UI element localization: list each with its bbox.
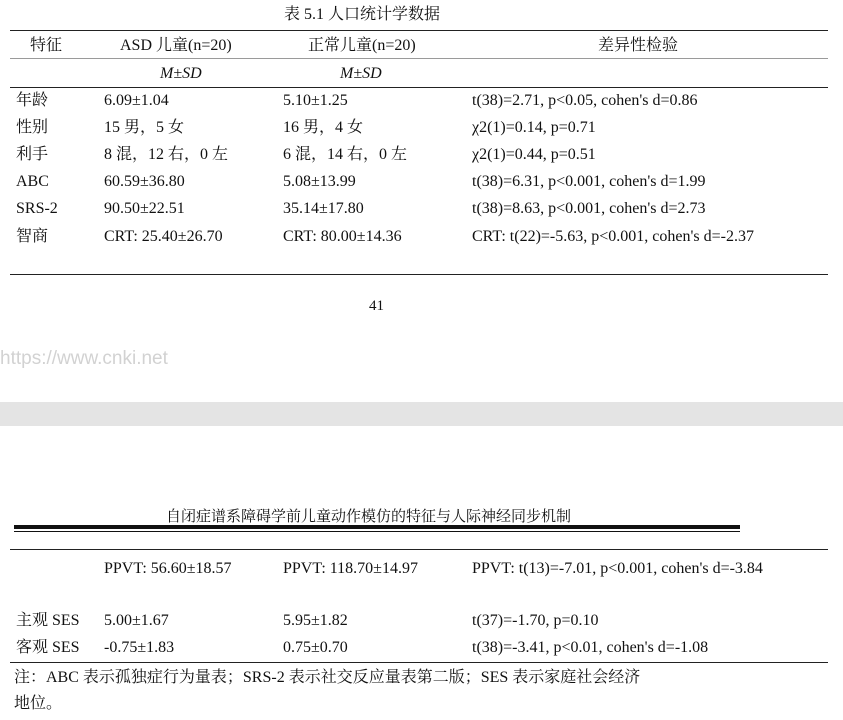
cell-asd: -0.75±1.83 (104, 639, 175, 656)
table-caption: 表 5.1 人口统计学数据 (284, 6, 441, 23)
cell-test: t(38)=2.71, p<0.05, cohen's d=0.86 (472, 92, 698, 109)
running-header: 自闭症谱系障碍学前儿童动作模仿的特征与人际神经同步机制 (166, 509, 572, 525)
cell-feature: ABC (16, 173, 49, 190)
cell-test: t(38)=-3.41, p<0.01, cohen's d=-1.08 (472, 639, 709, 656)
cell-test: CRT: t(22)=-5.63, p<0.001, cohen's d=-2.37 (472, 228, 754, 245)
cell-normal: PPVT: 118.70±14.97 (283, 560, 418, 577)
cell-normal: 35.14±17.80 (283, 200, 364, 217)
cell-normal: 0.75±0.70 (283, 639, 348, 656)
cell-asd: PPVT: 56.60±18.57 (104, 560, 232, 577)
header-normal: 正常儿童(n=20) (308, 37, 416, 54)
cell-feature: 主观 SES (16, 612, 80, 629)
header-asd-sub: M±SD (160, 65, 202, 82)
cell-normal: 16 男，4 女 (283, 119, 364, 136)
cell-asd: 60.59±36.80 (104, 173, 185, 190)
table-note-line1: 注：ABC 表示孤独症行为量表；SRS-2 表示社交反应量表第二版；SES 表示家庭社会经济 (14, 669, 641, 686)
cell-asd: 90.50±22.51 (104, 200, 185, 217)
cell-asd: 8 混，12 右，0 左 (104, 146, 229, 163)
header-normal-sub: M±SD (340, 65, 382, 82)
cell-normal: 5.95±1.82 (283, 612, 348, 629)
cell-normal: 6 混，14 右，0 左 (283, 146, 408, 163)
cell-test: χ2(1)=0.14, p=0.71 (472, 119, 596, 136)
page2-top-rule (10, 549, 828, 550)
running-header-thick-rule (14, 525, 740, 529)
cell-test: t(38)=8.63, p<0.001, cohen's d=2.73 (472, 200, 706, 217)
cell-asd: 5.00±1.67 (104, 612, 169, 629)
cell-feature: 客观 SES (16, 639, 80, 656)
table-bottom-rule (10, 662, 828, 663)
table-note-line2: 地位。 (14, 695, 63, 712)
header-feature: 特征 (30, 37, 63, 54)
cell-asd: CRT: 25.40±26.70 (104, 228, 223, 245)
cell-normal: 5.08±13.99 (283, 173, 356, 190)
cell-asd: 15 男，5 女 (104, 119, 185, 136)
header-asd: ASD 儿童(n=20) (120, 37, 232, 54)
cell-asd: 6.09±1.04 (104, 92, 169, 109)
cell-normal: 5.10±1.25 (283, 92, 348, 109)
cell-feature: 性别 (16, 119, 49, 136)
table-top-rule (10, 30, 828, 31)
page-number: 41 (369, 298, 384, 314)
cell-test: t(38)=6.31, p<0.001, cohen's d=1.99 (472, 173, 706, 190)
cell-feature: 智商 (16, 228, 49, 245)
cell-test: χ2(1)=0.44, p=0.51 (472, 146, 596, 163)
page-separator (0, 402, 843, 426)
cell-feature: SRS-2 (16, 200, 58, 217)
page1-bottom-rule (10, 274, 828, 275)
watermark-text: https://www.cnki.net (0, 348, 168, 369)
running-header-thin-rule (14, 531, 740, 532)
header-test: 差异性检验 (598, 37, 679, 54)
cell-test: t(37)=-1.70, p=0.10 (472, 612, 599, 629)
cell-feature: 利手 (16, 146, 49, 163)
cell-feature: 年龄 (16, 92, 49, 109)
cell-test: PPVT: t(13)=-7.01, p<0.001, cohen's d=-3.84 (472, 560, 763, 577)
cell-normal: CRT: 80.00±14.36 (283, 228, 402, 245)
header-sub-rule (10, 58, 828, 59)
header-bottom-rule (10, 87, 828, 88)
